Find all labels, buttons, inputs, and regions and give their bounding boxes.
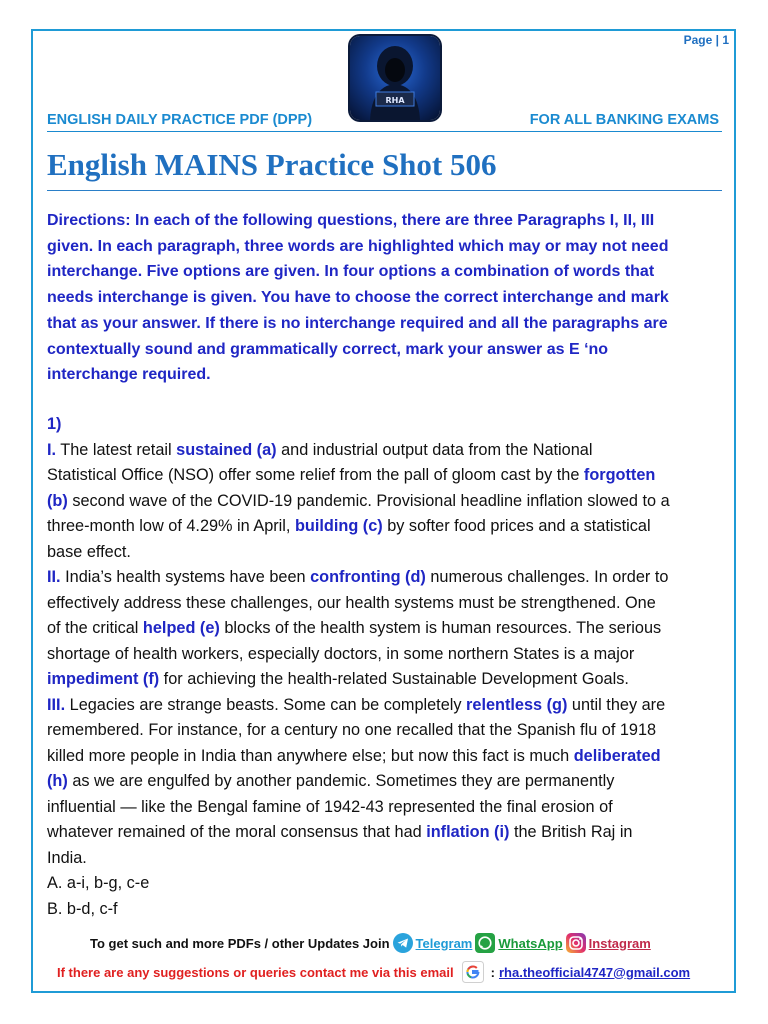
- text-run: second wave of the COVID-19 pandemic. Provisional headline inflation slowed to a: [67, 491, 670, 510]
- paragraph-2-line: [47, 591, 727, 617]
- highlighted-word: forgotten: [583, 466, 656, 484]
- paragraph-3-line: [47, 846, 727, 872]
- text-run: whatever remained of the moral consensus that had: [47, 823, 427, 841]
- text-run: base effect.: [47, 542, 131, 561]
- directions-line: contextually sound and grammatically correct, mark your answer as E ‘no: [47, 340, 609, 358]
- telegram-link[interactable]: Telegram: [415, 935, 473, 951]
- paragraph-2-line: [47, 642, 727, 668]
- directions-line: interchange. Five options are given. In four options a combination of words that: [47, 263, 655, 281]
- directions: [47, 208, 719, 388]
- header-right-label: FOR ALL BANKING EXAMS: [529, 112, 719, 128]
- logo-text: RHA: [385, 96, 405, 105]
- directions-line: Directions: In each of the following questions, there are three Paragraphs I, II, III: [47, 212, 655, 229]
- text-run: effectively address these challenges, our health systems must be strengthened. One: [47, 593, 656, 612]
- paragraph-3-line: [47, 795, 727, 821]
- title-divider: [47, 190, 722, 191]
- telegram-icon[interactable]: [393, 933, 413, 953]
- paragraph-3-line: [47, 693, 727, 719]
- highlighted-word: (h): [47, 772, 68, 790]
- text-run: India’s health systems have been: [65, 568, 311, 586]
- text-run: and industrial output data from the National: [276, 440, 593, 459]
- paragraph-1-line: [47, 438, 727, 464]
- question-number: 1): [47, 415, 62, 433]
- paragraph-1-line: [47, 489, 727, 515]
- directions-line: given. In each paragraph, three words are highlighted which may or may not need: [47, 237, 669, 255]
- paragraph-3-line: [47, 769, 727, 795]
- text-run: numerous challenges. In order to: [425, 568, 669, 586]
- text-run: The latest retail: [60, 440, 177, 459]
- contact-note: If there are any suggestions or queries contact me via this email: [57, 964, 454, 980]
- paragraph-1-line: [47, 540, 727, 566]
- highlighted-word: deliberated: [573, 746, 661, 765]
- paragraph-label: III.: [47, 695, 66, 714]
- highlighted-word: impediment (f): [47, 670, 160, 688]
- google-icon: [462, 961, 484, 983]
- instagram-icon[interactable]: [566, 933, 586, 953]
- text-run: of the critical: [47, 619, 143, 637]
- header-divider: [47, 131, 722, 132]
- paragraph-3-line: [47, 820, 727, 846]
- whatsapp-link[interactable]: WhatsApp: [498, 935, 563, 951]
- paragraph-label: II.: [47, 568, 61, 586]
- highlighted-word: inflation (i): [426, 823, 510, 841]
- email-link[interactable]: rha.theofficial4747@gmail.com: [498, 964, 691, 980]
- paragraph-2-line: [47, 616, 727, 642]
- text-run: three-month low of 4.29% in April,: [47, 517, 295, 535]
- text-run: by softer food prices and a statistical: [382, 517, 651, 535]
- option-b: B. b-d, c-f: [47, 899, 118, 918]
- text-run: the British Raj in: [509, 823, 633, 841]
- highlighted-word: relentless (g): [466, 695, 568, 714]
- paragraph-1-line: [47, 514, 727, 540]
- text-run: influential — like the Bengal famine of 1942-43 represented the final erosion of: [47, 797, 613, 816]
- highlighted-word: building (c): [294, 517, 383, 535]
- highlighted-word: confronting (d): [310, 568, 426, 586]
- paragraph-1-line: [47, 463, 727, 489]
- directions-line: interchange required.: [47, 366, 211, 384]
- instagram-link[interactable]: Instagram: [588, 935, 651, 951]
- text-run: India.: [47, 848, 87, 867]
- paragraph-2-line: [47, 667, 727, 693]
- text-run: for achieving the health-related Sustainable Development Goals.: [159, 670, 629, 688]
- text-run: killed more people in India than anywhere else; but now this fact is much: [47, 746, 574, 765]
- text-run: blocks of the health system is human resources. The serious: [219, 619, 662, 637]
- directions-line: that as your answer. If there is no interchange required and all the paragraphs are: [47, 314, 668, 332]
- footer-join-text: To get such and more PDFs / other Updates Join: [90, 935, 390, 951]
- paragraph-3-line: [47, 744, 727, 770]
- footer-join-row: [90, 933, 651, 953]
- highlighted-word: sustained (a): [176, 440, 277, 459]
- highlighted-word: helped (e): [142, 619, 220, 637]
- page-number: Page | 1: [683, 33, 729, 47]
- text-run: shortage of health workers, especially doctors, in some northern States is a major: [47, 644, 635, 663]
- text-run: as we are engulfed by another pandemic. Sometimes they are permanently: [67, 772, 615, 790]
- text-run: until they are: [567, 695, 666, 714]
- text-run: Legacies are strange beasts. Some can be completely: [69, 695, 467, 714]
- text-run: Statistical Office (NSO) offer some relief from the pall of gloom cast by the: [47, 466, 584, 484]
- page-title: English MAINS Practice Shot 506: [47, 147, 497, 182]
- colon-separator: :: [490, 964, 495, 980]
- highlighted-word: (b): [47, 491, 68, 510]
- directions-line: needs interchange is given. You have to choose the correct interchange and mark: [47, 289, 669, 307]
- paragraph-3-line: [47, 718, 727, 744]
- text-run: remembered. For instance, for a century no one recalled that the Spanish flu of 1918: [47, 721, 657, 739]
- option-a: A. a-i, b-g, c-e: [47, 874, 150, 892]
- header-left-label: ENGLISH DAILY PRACTICE PDF (DPP): [47, 112, 313, 128]
- question-body: [47, 412, 727, 922]
- paragraph-2-line: [47, 565, 727, 591]
- whatsapp-icon[interactable]: [475, 933, 495, 953]
- footer-contact-row: [57, 961, 690, 983]
- paragraph-label: I.: [47, 440, 57, 459]
- logo-image: [350, 36, 440, 120]
